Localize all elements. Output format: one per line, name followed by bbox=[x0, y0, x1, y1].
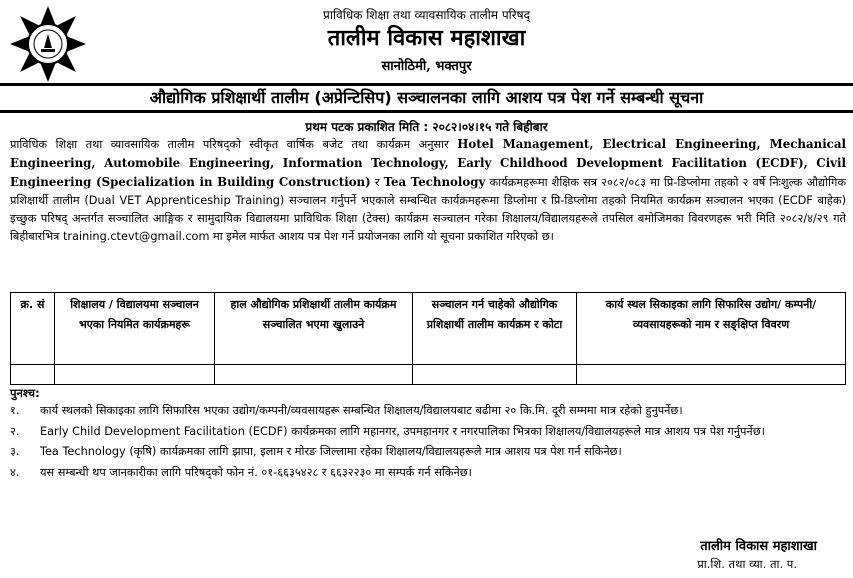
division-name: तालीम विकास महाशाखा bbox=[327, 25, 526, 51]
body-rest: कार्यक्रमहरूमा शैक्षिक सत्र २०८२/०८३ मा प्रि-डिप्लोमा तहको २ वर्षे निःशुल्क औद्योगिक प्रशिक्षार्थी तालीम (Dual VET Apprenticeship Training) सञ्चालन गर्नुपर्ने भएकाले सम्बन्धित कार्यक्रमहरूमा डिप्लोमा र प्रि-डिप्लोमा तहको नियमित कार्यक्रम सञ्चालन भएका (ECDF बाहेक) इच्छुक परिषद् अन्तर्गत सञ्चालित आङ्गिक र सामुदायिक विद्यालयमा प्राविधिक शिक्षा (टेक्स) कार्यक्रम सञ्चालन गरेका शिक्षालय/विद्यालयहरूले तपसिल बमोजिमका विवरणहरू भरी मिति २०८२/४/२९ गते बिहीबारभित्र training.ctevt@gmail.com मा इमेल मार्फत आशय पत्र पेश गर्ने प्रयोजनका लागि यो सूचना प्रकाशित गरिएको छ। bbox=[10, 176, 847, 243]
list-item: ३. Tea Technology (कृषि) कार्यक्रमका लागि झापा, इलाम र मोरङ जिल्लामा रहेका शिक्षालय/विद्यालयहरूले मात्र आशय पत्र पेश गर्न सकिनेछ। bbox=[10, 445, 622, 458]
government-emblem-icon bbox=[8, 4, 88, 84]
signature-abbreviation: प्रा.शि. तथा व्या. ता. प. bbox=[697, 557, 797, 571]
table-row bbox=[11, 365, 846, 385]
address: सानोठिमी, भक्तपुर bbox=[381, 59, 472, 74]
notes-list bbox=[10, 402, 846, 484]
notes-heading: पुनश्च: bbox=[10, 386, 40, 400]
body-intro: प्राविधिक शिक्षा तथा व्यावसायिक तालीम परिषद्को स्वीकृत वार्षिक बजेट तथा कार्यक्रम अनुसार bbox=[10, 138, 449, 151]
col-regular-programs: शिक्षालय / विद्यालयमा सञ्चालन भएका नियमित कार्यक्रमहरू bbox=[55, 293, 215, 365]
publication-date: प्रथम पटक प्रकाशित मिति : २०८२।०४।१५ गते बिहीबार bbox=[305, 120, 548, 134]
col-serial: क्र. सं bbox=[11, 293, 55, 365]
council-name: प्राविधिक शिक्षा तथा व्यावसायिक तालीम परिषद् bbox=[323, 8, 530, 22]
notice-body bbox=[10, 135, 846, 246]
application-table bbox=[10, 292, 846, 385]
list-item: ४. यस सम्बन्धी थप जानकारीका लागि परिषद्को फोन नं. ०१-६६३५४२८ र ६६३२२३० मा सम्पर्क गर्न सकिनेछ। bbox=[10, 465, 472, 479]
notice-title: औद्योगिक प्रशिक्षार्थी तालीम (अप्रेन्टिसिप) सञ्चालनका लागि आशय पत्र पेश गर्ने सम्बन्धी सूचना bbox=[0, 83, 853, 113]
body-programs: Hotel Management, Electrical Engineering, Mechanical Engineering, Automobile Engineering, Information Technology, Early Childhood Development Facilitation (ECDF), Civil Engineering (Specialization in Building Construction) bbox=[10, 137, 846, 189]
signature-division: तालीम विकास महाशाखा bbox=[700, 539, 817, 554]
col-recommended-industries: कार्य स्थल सिकाइका लागि सिफारिस उद्योग/ कम्पनी/व्यवसायहरूको नाम र सङ्क्षिप्त विवरण bbox=[577, 293, 846, 365]
body-and: र bbox=[374, 176, 380, 189]
col-desired-program-quota: सञ्चालन गर्न चाहेको औद्योगिक प्रशिक्षार्थी तालीम कार्यक्रम र कोटा bbox=[413, 293, 577, 365]
body-tea: Tea Technology bbox=[383, 175, 486, 189]
col-current-apprenticeship: हाल औद्योगिक प्रशिक्षार्थी तालीम कार्यक्रम सञ्चालित भएमा खुलाउने bbox=[215, 293, 413, 365]
list-item: २. Early Child Development Facilitation (ECDF) कार्यक्रमका लागि महानगर, उपमहानगर र नगरपालिका भित्रका शिक्षालय/विद्यालयहरूले मात्र आशय पत्र पेश गर्नुपर्नेछ। bbox=[10, 424, 765, 438]
list-item: १. कार्य स्थलको सिकाइका लागि सिफारिस भएका उद्योग/कम्पनी/व्यवसायहरू सम्बन्धित शिक्षालय/विद्यालयबाट बढीमा २० कि.मि. दूरी सम्ममा मात्र रहेको हुनुपर्नेछ। bbox=[10, 404, 683, 417]
